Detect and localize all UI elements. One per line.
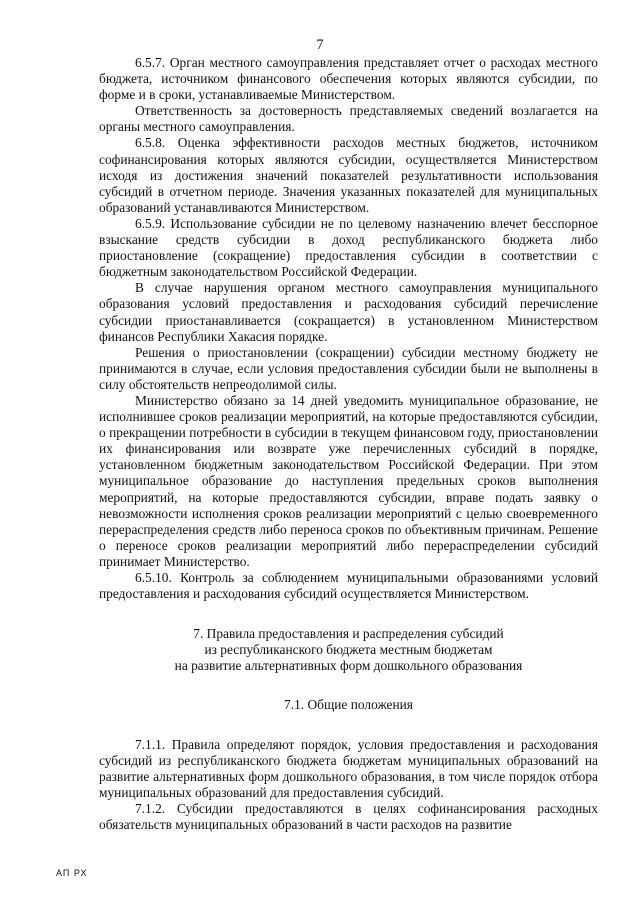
paragraph-6-5-8: 6.5.8. Оценка эффективности расходов местных бюджетов, источником софинансирования которых являются субсидии, осуществляется Министерством исходя из достижения значений показателей результативности использования субсидий в отчетном периоде. Значения указанных показателей для муниципальных образований устанавливаются Министерством. <box>99 135 598 215</box>
subsection-title <box>99 697 598 713</box>
paragraph-7-1-2: 7.1.2. Субсидии предоставляются в целях софинансирования расходных обязательств муниципальных образований в части расходов на развитие <box>99 800 598 833</box>
document-body <box>99 55 598 833</box>
paragraph-7-1-1: 7.1.1. Правила определяют порядок, условия предоставления и расходования субсидий из республиканского бюджета бюджетам муниципальных образований на развитие альтернативных форм дошкольного образования, в том числе порядок отбора муниципальных образований для предоставления субсидий. <box>99 736 598 800</box>
paragraph-ministry-notice: Министерство обязано за 14 дней уведомить муниципальное образование, не исполнившее сроков реализации мероприятий, на которые предоставляются субсидии, о прекращении потребности в субсидии в текущем финансовом году, приостановлении их финансирования или возврате уже перечисленных субсидий в порядке, установленном бюджетным законодательством Российской Федерации. При этом муниципальное образование до наступления предельных сроков выполнения мероприятий, на которые предоставляются субсидии, вправе подать заявку о невозможности исполнения сроков реализации мероприятий с целью своевременного перераспределения средств либо переноса сроков по объективным причинам. Решение о переносе сроков реализации мероприятий либо перераспределении субсидий принимает Министерство. <box>99 392 598 569</box>
page-number: 7 <box>316 37 324 53</box>
subsection-title-text: 7.1. Общие положения <box>284 697 413 713</box>
paragraph-suspension-decision: Решения о приостановлении (сокращении) субсидии местному бюджету не принимаются в случае, если условия предоставления субсидии были не выполнены в силу обстоятельств непреодолимой силы. <box>99 344 598 392</box>
paragraph-responsibility: Ответственность за достоверность представляемых сведений возлагается на органы местного самоуправления. <box>99 103 598 135</box>
section-title-line-2: из республиканского бюджета местным бюджетам <box>204 642 493 658</box>
footer-mark: АП РХ <box>56 868 88 878</box>
paragraph-6-5-9: 6.5.9. Использование субсидии не по целевому назначению влечет бесспорное взыскание средств субсидии в доход республиканского бюджета либо приостановление (сокращение) предоставления субсидии в соответствии с бюджетным законодательством Российской Федерации. <box>99 215 598 280</box>
paragraph-6-5-7: 6.5.7. Орган местного самоуправления представляет отчет о расходах местного бюджета, источником финансового обеспечения которых являются субсидии, по форме и в сроки, устанавливаемые Министерством. <box>99 55 598 103</box>
paragraph-violation: В случае нарушения органом местного самоуправления муниципального образования условий предоставления и расходования субсидий перечисление субсидии приостанавливается (сокращается) в установленном Министерством финансов Республики Хакасия порядке. <box>99 280 598 344</box>
paragraph-6-5-10: 6.5.10. Контроль за соблюдением муниципальными образованиями условий предоставления и расходования субсидий осуществляется Министерством. <box>99 570 598 602</box>
section-title <box>99 626 598 674</box>
section-title-line-3: на развитие альтернативных форм дошкольного образования <box>174 658 523 674</box>
section-title-line-1: 7. Правила предоставления и распределения субсидий <box>193 626 504 642</box>
